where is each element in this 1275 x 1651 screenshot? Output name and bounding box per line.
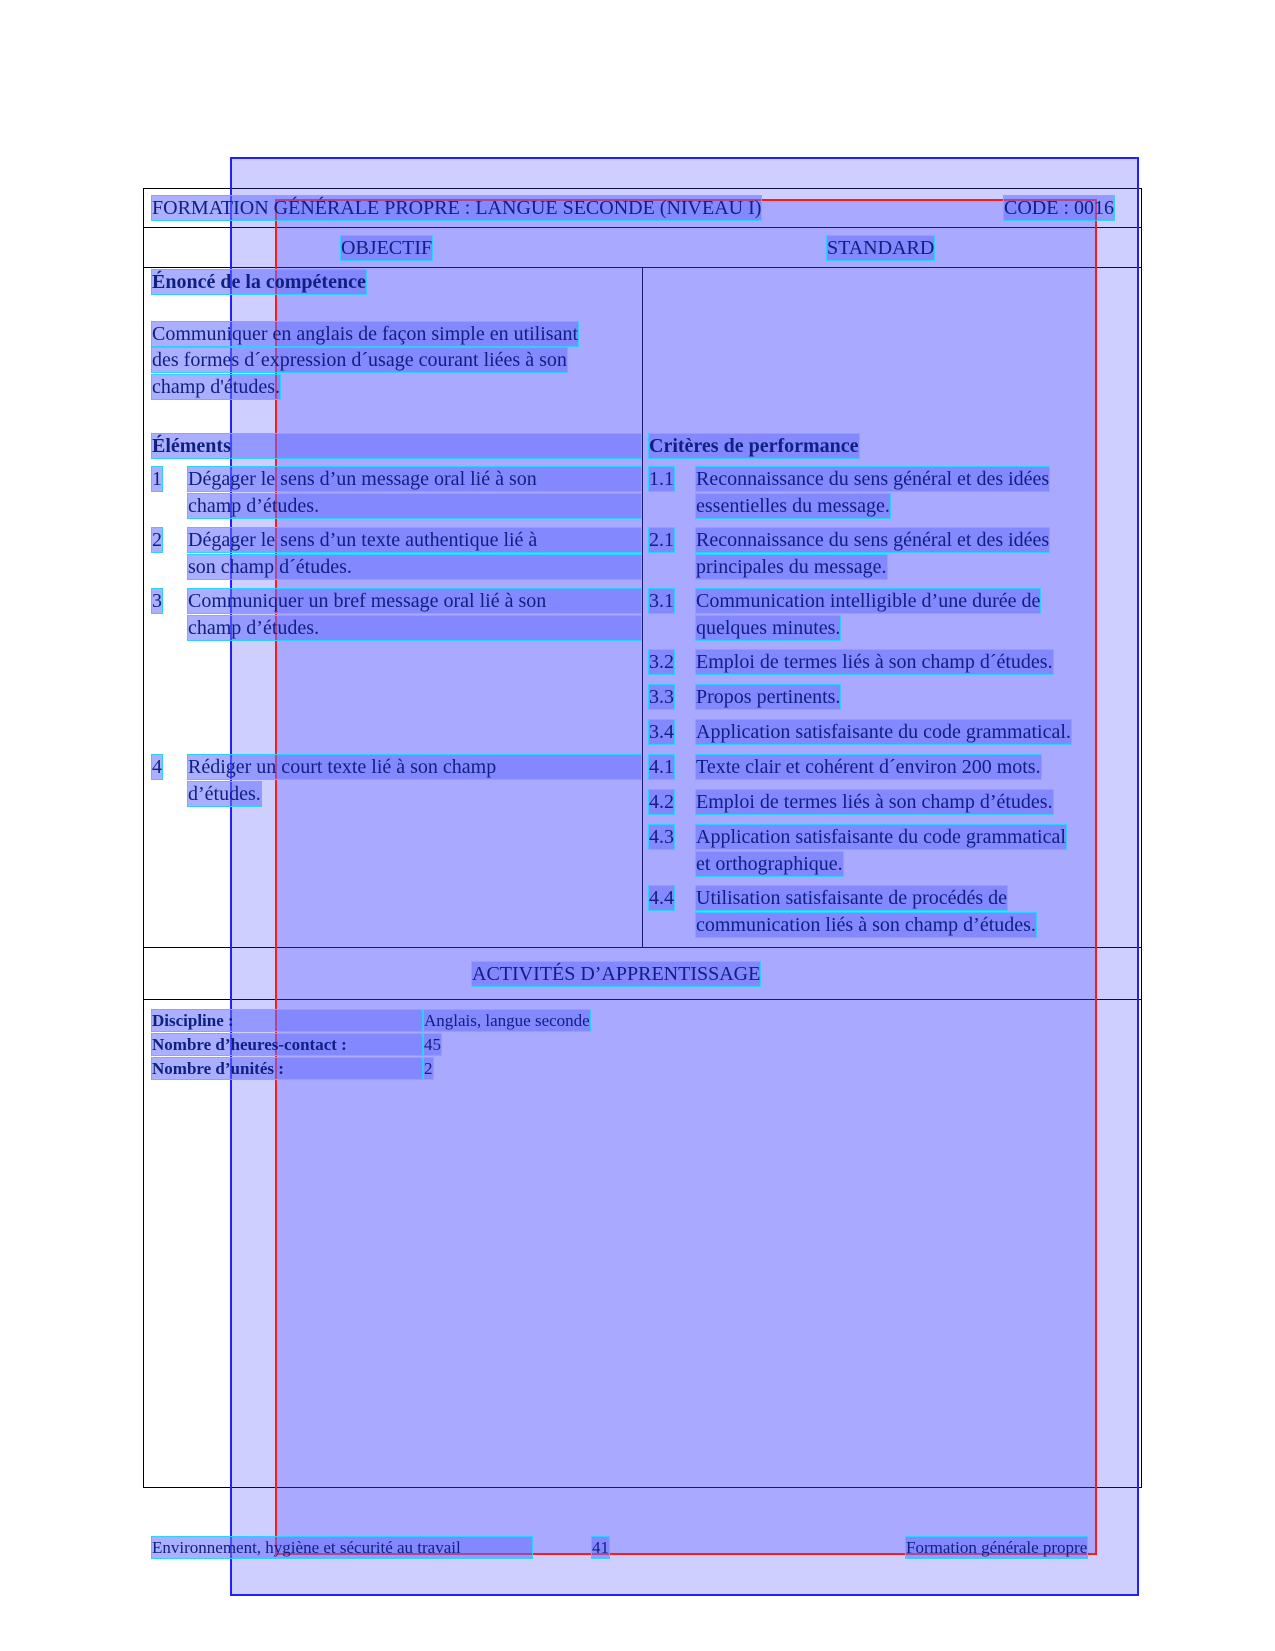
- element-line: Rédiger un court texte lié à son champ: [188, 755, 641, 779]
- elements-heading: Éléments: [152, 434, 641, 458]
- units-label: Nombre d’unités :: [152, 1058, 422, 1079]
- criterion-number: 4.2: [649, 791, 674, 813]
- criterion-number: 3.1: [649, 590, 674, 612]
- competence-line: des formes d´expression d´usage courant liées à son: [152, 349, 567, 371]
- criterion-line: Emploi de termes liés à son champ d’études.: [696, 791, 1053, 813]
- criterion-line: quelques minutes.: [696, 617, 841, 639]
- competence-line: champ d'études.: [152, 376, 281, 398]
- column-header-standard: STANDARD: [827, 237, 935, 259]
- criterion-line: et orthographique.: [696, 853, 843, 875]
- criterion-number: 3.3: [649, 686, 674, 708]
- column-header-objectif: OBJECTIF: [341, 237, 433, 259]
- document-code: CODE : 0016: [1004, 197, 1114, 219]
- criterion-number: 2.1: [649, 529, 674, 551]
- element-number: 3: [152, 590, 162, 612]
- criterion-line: communication liés à son champ d’études.: [696, 914, 1036, 936]
- footer-left: Environnement, hygiène et sécurité au travail: [152, 1537, 532, 1558]
- element-line: champ d’études.: [188, 494, 641, 518]
- criteria-heading: Critères de performance: [649, 435, 859, 457]
- competence-heading: Énoncé de la compétence: [152, 271, 366, 293]
- criterion-line: Texte clair et cohérent d´environ 200 mots.: [696, 756, 1041, 778]
- discipline-value: Anglais, langue seconde: [424, 1011, 590, 1030]
- footer-right: Formation générale propre: [906, 1538, 1088, 1557]
- discipline-label: Discipline :: [152, 1010, 422, 1031]
- units-value: 2: [424, 1059, 433, 1078]
- criterion-number: 4.3: [649, 826, 674, 848]
- document-title: FORMATION GÉNÉRALE PROPRE : LANGUE SECONDE (NIVEAU I): [152, 197, 762, 219]
- element-line: Dégager le sens d’un message oral lié à son: [188, 467, 641, 491]
- hours-value: 45: [424, 1035, 441, 1054]
- criterion-number: 4.1: [649, 756, 674, 778]
- element-line: d’études.: [188, 783, 261, 805]
- hours-label: Nombre d’heures-contact :: [152, 1034, 422, 1055]
- element-number: 1: [152, 468, 162, 490]
- criterion-number: 1.1: [649, 468, 674, 490]
- criterion-line: principales du message.: [696, 556, 887, 578]
- footer-page-number: 41: [592, 1538, 609, 1557]
- criterion-line: essentielles du message.: [696, 495, 890, 517]
- element-number: 2: [152, 529, 162, 551]
- criterion-line: Application satisfaisante du code grammatical: [696, 826, 1066, 848]
- criterion-line: Propos pertinents.: [696, 686, 841, 708]
- inner-highlight-region: [275, 199, 1097, 1555]
- element-line: champ d’études.: [188, 616, 641, 640]
- element-line: Dégager le sens d’un texte authentique lié à: [188, 528, 641, 552]
- criterion-number: 3.2: [649, 651, 674, 673]
- criterion-line: Emploi de termes liés à son champ d´études.: [696, 651, 1053, 673]
- criterion-line: Reconnaissance du sens général et des idées: [696, 468, 1050, 490]
- criterion-number: 3.4: [649, 721, 674, 743]
- activities-heading: ACTIVITÉS D’APPRENTISSAGE: [472, 963, 761, 985]
- criterion-number: 4.4: [649, 887, 674, 909]
- criterion-line: Communication intelligible d’une durée de: [696, 590, 1041, 612]
- element-line: Communiquer un bref message oral lié à son: [188, 589, 641, 613]
- element-line: son champ d´études.: [188, 555, 641, 579]
- element-number: 4: [152, 756, 162, 778]
- criterion-line: Application satisfaisante du code grammatical.: [696, 721, 1071, 743]
- criterion-line: Reconnaissance du sens général et des idées: [696, 529, 1050, 551]
- competence-line: Communiquer en anglais de façon simple en utilisant: [152, 323, 579, 345]
- criterion-line: Utilisation satisfaisante de procédés de: [696, 887, 1008, 909]
